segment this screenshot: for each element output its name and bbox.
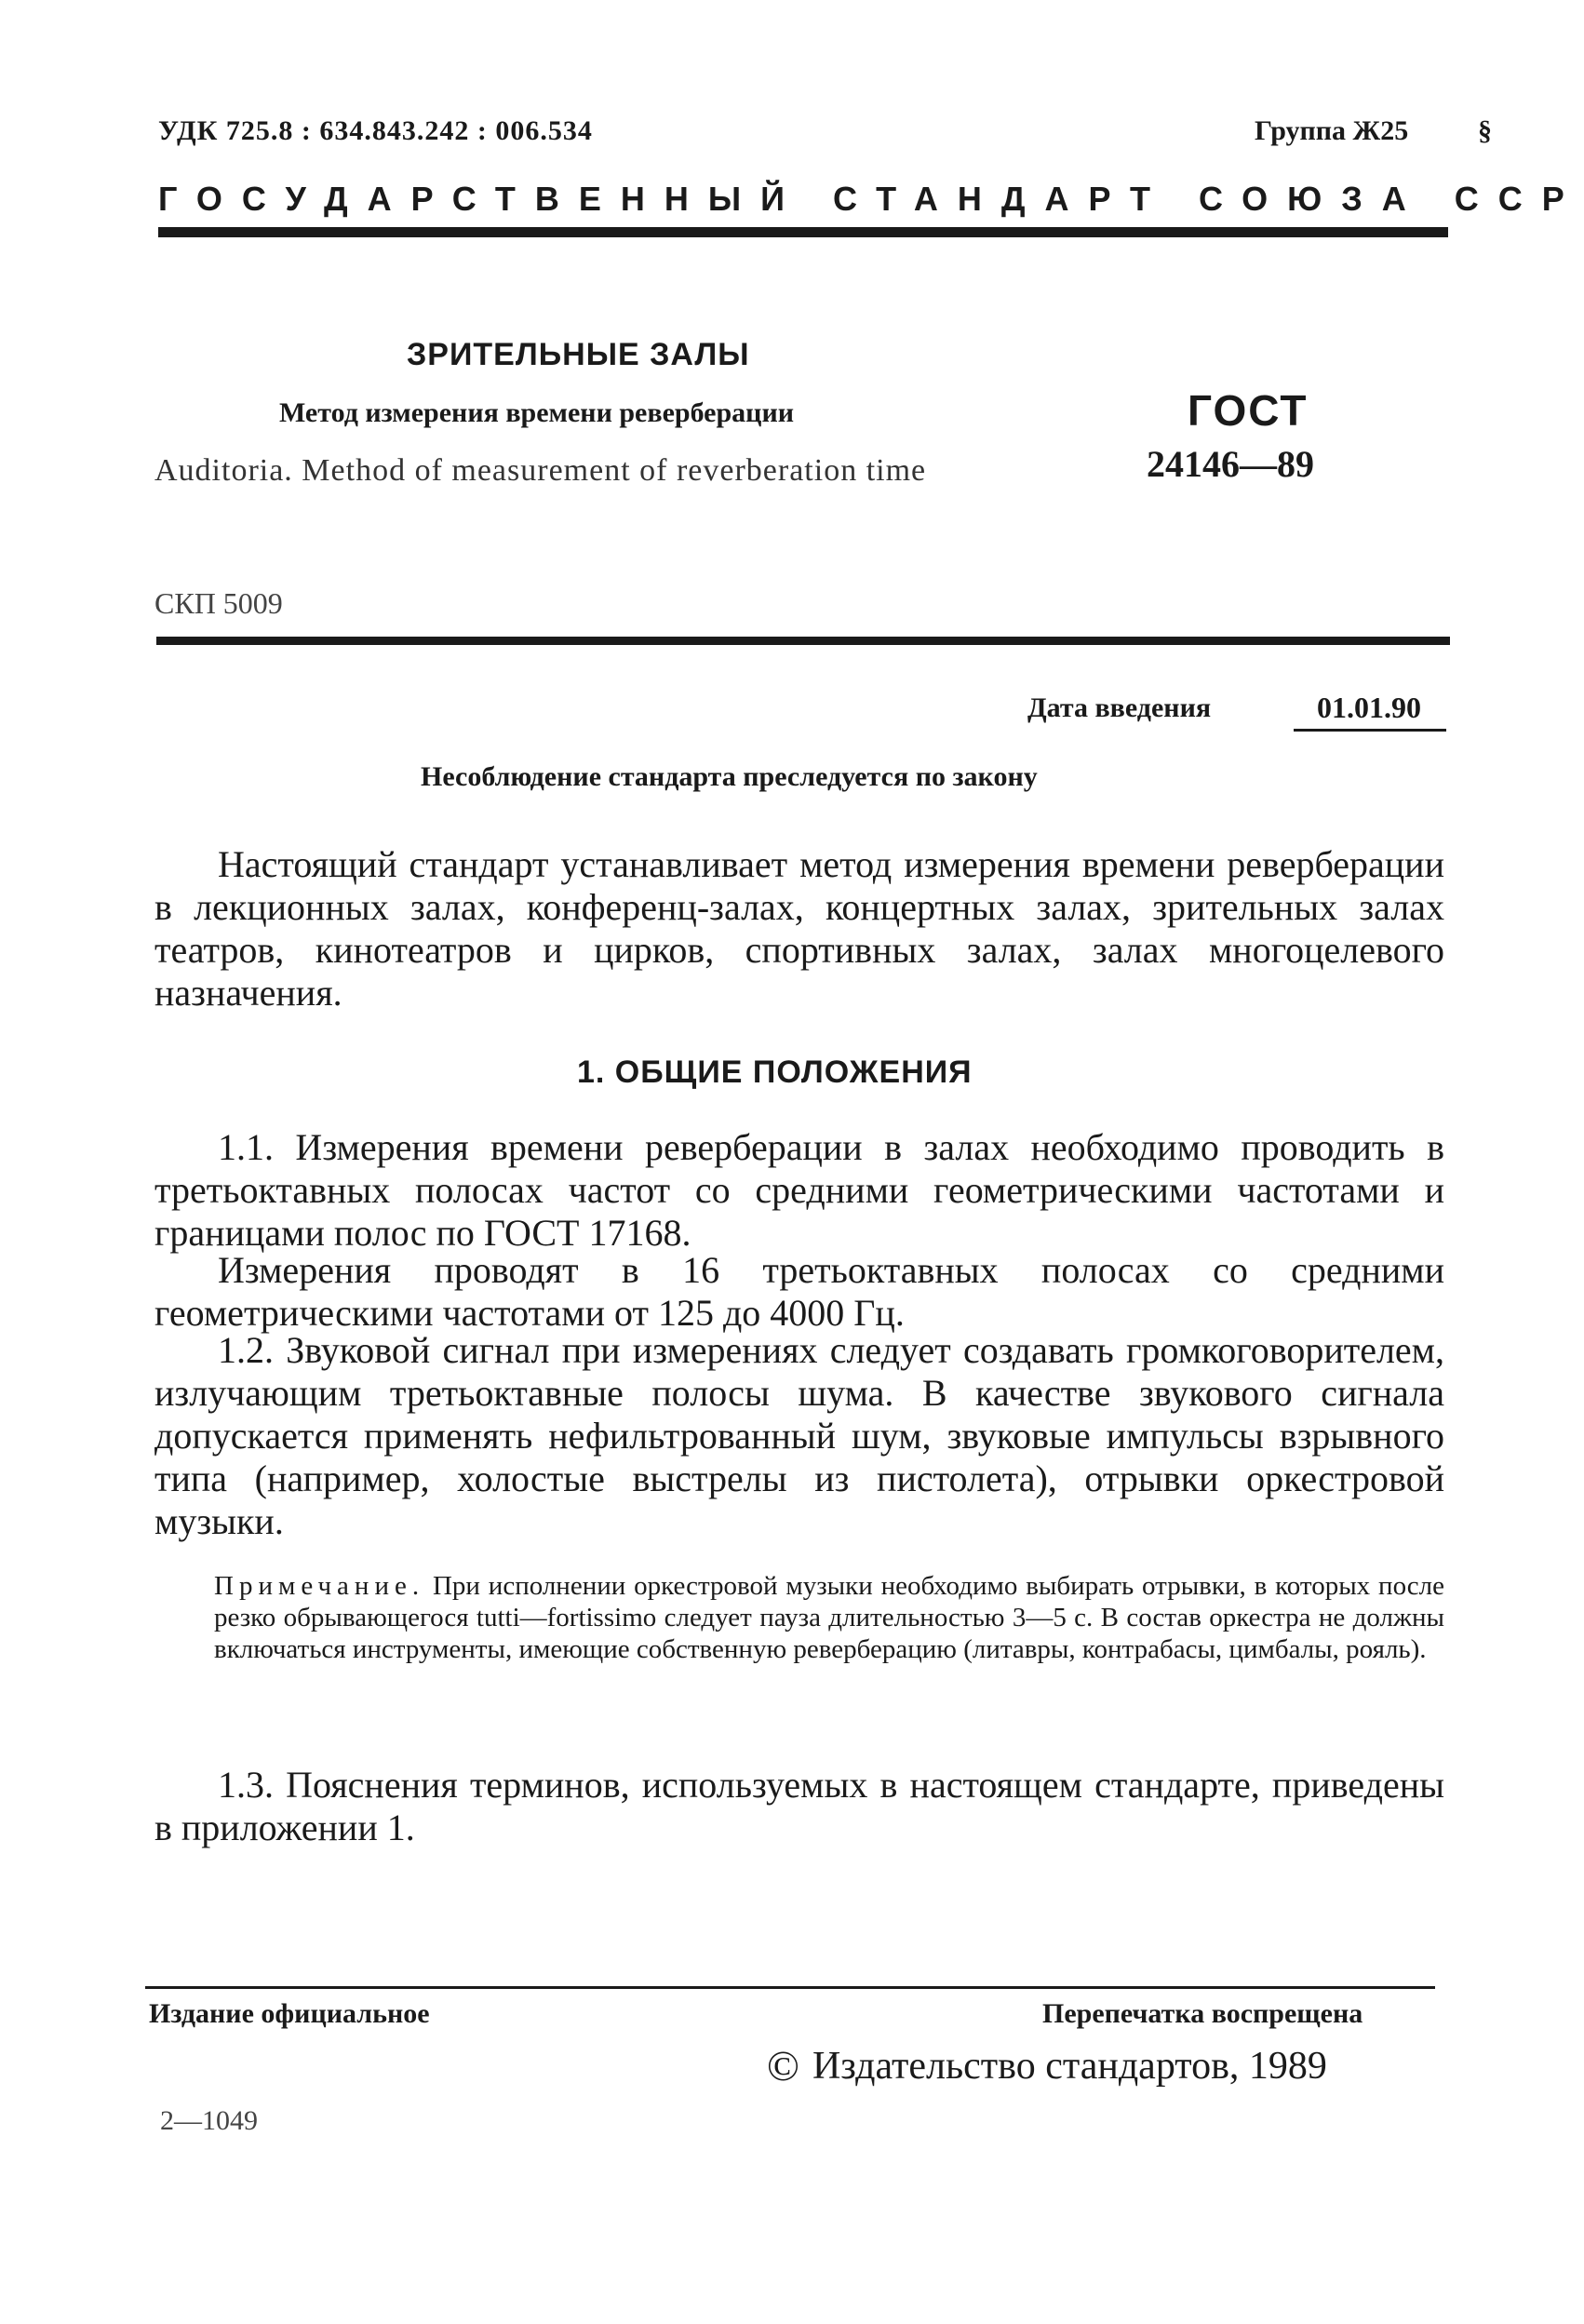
note	[214, 1570, 1444, 1665]
clause-1-1: 1.1. Измерения времени реверберации в залах необходимо проводить в третьоктавных полосах частот со средними геометрическими частотами и границами полос по ГОСТ 17168.	[154, 1126, 1444, 1254]
group-code: Группа Ж25	[1255, 115, 1409, 146]
edge-mark: §	[1478, 115, 1492, 146]
reprint-notice: Перепечатка воспрещена	[1042, 1998, 1363, 2029]
title-rule	[156, 637, 1450, 645]
order-number: 2—1049	[160, 2105, 258, 2136]
english-title: Auditoria. Method of measurement of reverberation time	[154, 453, 927, 488]
section-heading: 1. ОБЩИЕ ПОЛОЖЕНИЯ	[577, 1055, 973, 1090]
skp-code: СКП 5009	[154, 586, 283, 620]
gost-label: ГОСТ	[1188, 386, 1309, 435]
document-subtitle: Метод измерения времени реверберации	[279, 397, 795, 428]
gost-number: 24146—89	[1147, 443, 1314, 485]
note-text: При исполнении оркестровой музыки необходимо выбирать отрывки, в которых после резко обрывающегося tutti—fortissimo следует пауза длительностью 3—5 с. В состав оркестра не должны включаться инструменты, имеющие собственную реверберацию (литавры, контрабасы, цимбалы, рояль).	[214, 1571, 1444, 1664]
footer-rule	[145, 1986, 1435, 1989]
intro-date-label: Дата введения	[1027, 692, 1212, 723]
intro-date-value: 01.01.90	[1317, 691, 1421, 724]
header-rule	[158, 227, 1448, 237]
udk-code: УДК 725.8 : 634.843.242 : 006.534	[158, 115, 593, 146]
state-standard-banner: ГОСУДАРСТВЕННЫЙ СТАНДАРТ СОЮЗА ССР	[158, 180, 1584, 218]
intro-date-underline	[1294, 729, 1446, 732]
clause-1-2: 1.2. Звуковой сигнал при измерениях следует создавать громкоговорителем, излучающим третьоктавные полосы шума. В качестве звукового сигнала допускается применять нефильтрованный шум, звуковые импульсы взрывного типа (например, холостые выстрелы из пистолета), отрывки оркестровой музыки.	[154, 1329, 1444, 1542]
publisher-line	[767, 2044, 1327, 2089]
document-title: ЗРИТЕЛЬНЫЕ ЗАЛЫ	[407, 337, 750, 372]
clause-1-3: 1.3. Пояснения терминов, используемых в настоящем стандарте, приведены в приложении 1.	[154, 1764, 1444, 1848]
note-label: Примечание.	[214, 1571, 425, 1601]
edition-label: Издание официальное	[149, 1998, 430, 2029]
copyright-icon: ©	[767, 2042, 799, 2089]
law-notice: Несоблюдение стандарта преследуется по закону	[421, 761, 1038, 792]
publisher-name: Издательство стандартов, 1989	[812, 2045, 1327, 2088]
intro-paragraph: Настоящий стандарт устанавливает метод измерения времени реверберации в лекционных залах, конференц-залах, концертных залах, зрительных залах театров, кинотеатров и цирков, спортивных залах, залах многоцелевого назначения.	[154, 843, 1444, 1014]
clause-1-1-continued: Измерения проводят в 16 третьоктавных полосах со средними геометрическими частотами от 125 до 4000 Гц.	[154, 1249, 1444, 1334]
